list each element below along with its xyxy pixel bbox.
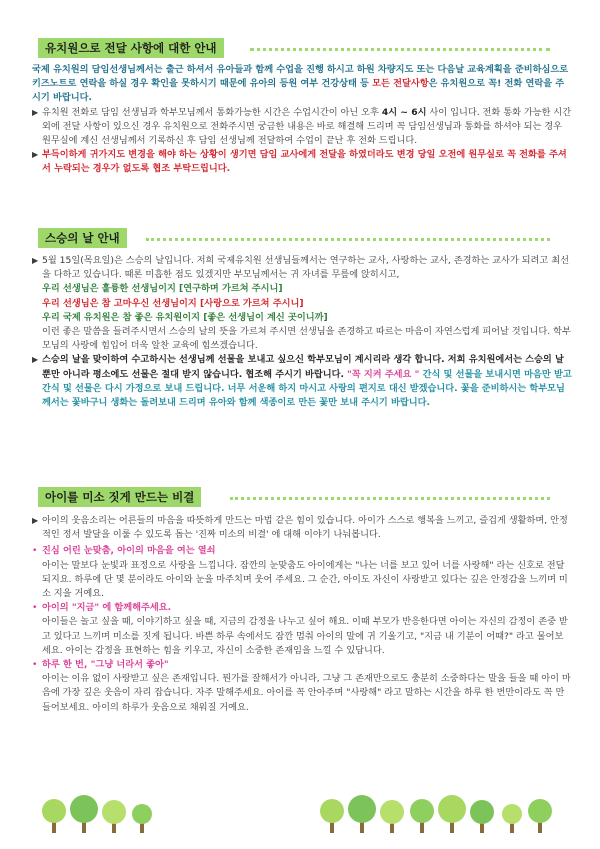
tip1-title: 진심 어린 눈맞춤, 아이의 마음을 여는 열쇠 [42,545,216,557]
section1-body [32,63,572,177]
s2-bullet1-text: 5월 15일(목요일)은 스승의 날입니다. 저희 국제유치원 선생님들께서는 연구하는 교사, 사랑하는 교사, 존경하는 교사가 되려고 최선을 다하고 있습니다. 때론 미흡한 점도 있겠지만 부모님께서는 귀 자녀를 무릎에 앉히시고, [42,255,569,281]
triangle-bullet-icon: ▶ [32,256,39,265]
teacher-line-1: 우리 선생님은 훌륭한 선생님이지 [연구하며 가르쳐 주시니] [42,283,283,295]
section1-title: 유치원으로 전달 사항에 대한 안내 [38,38,224,58]
triangle-bullet-icon: ▶ [32,355,39,365]
s2-bullet2-text-2: 간식 및 선물을 보내시면 마음만 받고 간식 및 선물은 다시 가정으로 보내 드립니다. 너무 서운해 하지 마시고 사랑의 편지로 대신 받겠습니다. 꽃을 준비하시는 학부모님께서는 꽃바구니 생화는 돌려보내 드리며 유아와 함께 색종이로 만든 꽃만 보내 주시기 바랍니다. [42,368,572,409]
bullet1-text-2: 사이 입니다. 전화 통화 가능한 시간 외에 전달 사항이 있으신 경우 유치원으로 전화주시면 궁금한 내용은 바로 해결해 드리며 꼭 담임선생님과 통화를 하셔야 되는 경우 원무실에 계신 선생님께서 기록하신 후 담임 선생님께 전달하여 수업이 끝난 후 전화 드립니다. [42,106,572,147]
section2-title-dots [146,238,550,242]
intro-text-1: 국제 유치원의 담임선생님께서는 출근 하셔서 유아들과 함께 수업을 진행 하시고 하원 차량지도 또는 다음날 교육계획을 준비하심으로 키즈노트로 연락을 하실 경우 확인을 못하시기 때문에 유아의 등원 여부 건강상태 등 [32,64,569,90]
section1-intro [32,63,572,106]
after-lines-text: 이런 좋은 말씀을 들려주시면서 스승의 날의 뜻을 가르쳐 주시면 선생님을 존경하고 따르는 마음이 자연스럽게 피어날 것입니다. 학부모님의 사랑에 힘입어 더욱 알찬 교육에 힘쓰겠습니다. [42,326,571,352]
section2-bullet2 [32,353,572,410]
pink-dot-icon: • [32,659,38,671]
bullet2-text: 부득이하게 귀가지도 변경을 해야 하는 상황이 생기면 담임 교사에게 전달을 하였더라도 변경 당일 오전에 원무실로 꼭 전화를 주셔서 누락되는 경우가 없도록 협조 부탁드립니다. [42,149,567,175]
pink-dot-icon: • [32,545,38,557]
section3-body [32,514,572,715]
section1-bullet1 [32,106,572,149]
tree-border-decoration [30,795,570,835]
pink-dot-icon: • [32,602,38,614]
tip3-body: 아이는 이유 없이 사랑받고 싶은 존재입니다. 뭔가를 잘해서가 아니라, 그냥 그 존재만으로도 충분히 소중하다는 말을 들을 때 아이 마음에 가장 깊은 웃음이 자리 잡습니다. 자주 말해주세요. 아이를 꼭 안아주며 "사랑해" 라고 말하는 시간을 하루 한 번만이라도 꼭 만들어보세요. 아이의 하루가 웃음으로 채워질 거예요. [42,673,571,713]
section2-bullet1 [32,254,572,282]
intro-highlight: 모든 전달사항 [372,78,429,90]
s2-bullet2-text-1: 스승의 날을 맞이하여 수고하시는 선생님께 선물을 보내고 싶으신 학부모님이 계시리라 생각 합니다. 저희 유치원에서는 스승의 날 뿐만 아니라 평소에도 선물은 절대 받지 않습니다. 협조해 주시기 바랍니다. [42,354,564,380]
teacher-line-2: 우리 선생님은 참 고마우신 선생님이지 [사랑으로 가르쳐 주시니] [42,297,304,309]
section3-title: 아이를 미소 짓게 만드는 비결 [38,487,201,507]
intro-text-2: 은 유치원으로 꼭! 전화 연락을 주시기 바랍니다. [32,78,565,104]
section2-body [32,254,572,410]
tip1-body: 아이는 말보다 눈빛과 표정으로 사랑을 느낍니다. 잠깐의 눈맞춤도 아이에게는 "나는 너를 보고 있어 너를 사랑해" 라는 신호로 전달되지요. 하루에 단 몇 분이라도 아이와 눈을 마주치며 웃어 주세요. 그 순간, 아이도 자신이 사랑받고 있다는 깊은 안정감을 느끼며 미소 지을 거예요. [42,559,568,600]
section3-intro [32,514,572,542]
bullet1-text-1: 유치원 전화로 담임 선생님과 학부모님께서 통화가능한 시간은 수업시간이 아닌 오후 [42,106,382,118]
tree-group-right [320,795,552,833]
triangle-bullet-icon: ▶ [32,150,39,160]
s2-bullet2-quote: "꼭 지켜 주세요 " [346,368,420,380]
tree-group-left [42,795,152,833]
tip3-title: 하루 한 번, "그냥 너라서 좋아" [42,659,169,671]
tip2-title: 아이의 "지금" 에 함께해주세요. [42,602,172,614]
triangle-bullet-icon: ▶ [32,516,39,525]
teacher-line-3: 우리 국제 유치원은 참 좋은 유치원이지 [좋은 선생님이 계신 곳이니까] [42,311,328,323]
triangle-bullet-icon: ▶ [32,107,39,117]
section2-title: 스승의 날 안내 [38,228,127,248]
section1-bullet2 [32,148,572,176]
tip3 [32,658,572,672]
section3-title-dots [230,497,550,501]
section1-title-dots [250,48,550,52]
s3-intro-text: 아이의 웃음소리는 어른들의 마음을 따뜻하게 만드는 마법 같은 힘이 있습니다. 아이가 스스로 행복을 느끼고, 즐겁게 생활하며, 안정적인 정서 발달을 이룰 수 있도록 돕는 '진짜 미소의 비결' 에 대해 이야기 나눠봅니다. [42,515,568,541]
tip1 [32,544,572,558]
tip2 [32,601,572,615]
bullet1-time: 4시 ~ 6시 [381,106,427,118]
tip2-body: 아이들은 놀고 싶을 때, 이야기하고 싶을 때, 지금의 감정을 나누고 싶어 해요. 이때 부모가 반응한다면 아이는 자신의 감정이 존중 받고 있다고 느끼며 미소를 짓게 됩니다. 바쁜 하루 속에서도 잠깐 멈춰 아이의 말에 귀 기울기고, "지금 내 기분이 어때?" 라고 물어보세요. 아이는 감정을 표현하는 힘을 키우고, 자신이 소중한 존재임을 느낄 수 있답니다. [42,616,568,656]
